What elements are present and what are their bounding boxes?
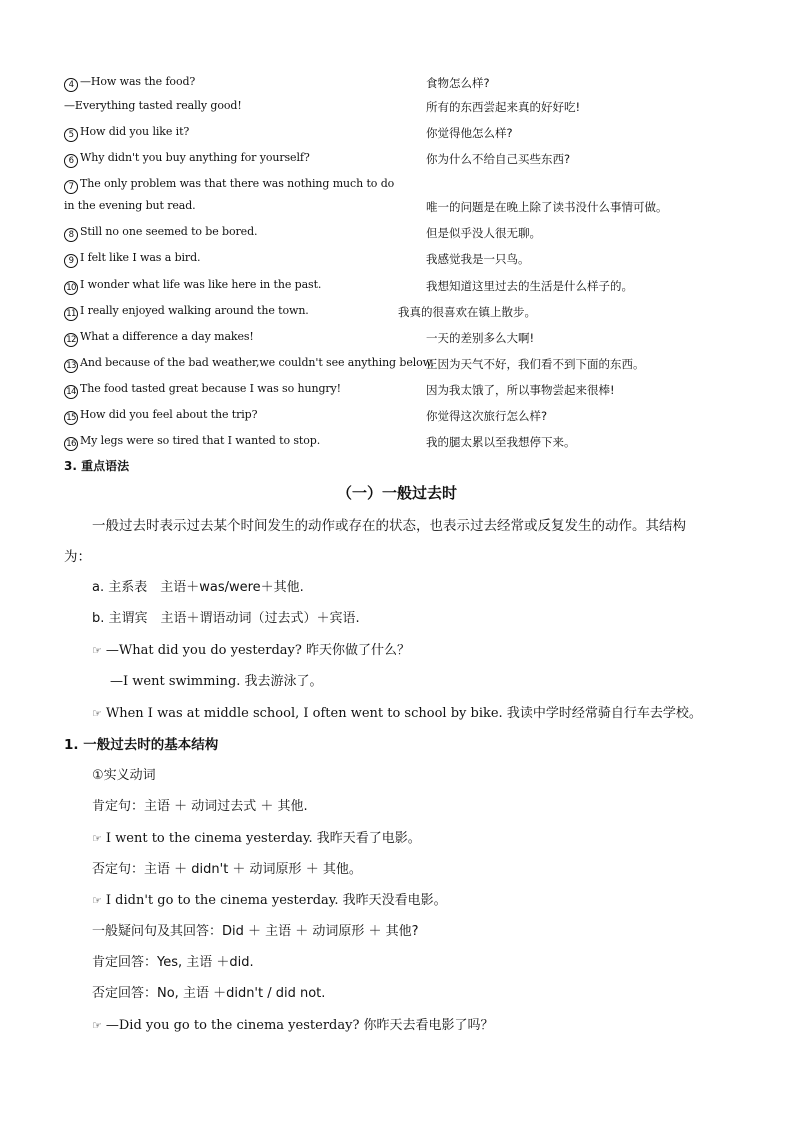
sentence-english: [64, 330, 254, 347]
sentence-english-text: —Everything tasted really good!: [64, 99, 242, 112]
sentence-number-badge: 12: [64, 333, 78, 347]
sentence-row: [0, 378, 794, 402]
sentence-english: [64, 408, 257, 425]
verb-type-label: ①实义动词: [92, 768, 156, 783]
sentence-number-badge: 10: [64, 281, 78, 295]
sentence-english: [64, 199, 196, 212]
sentence-number-badge: 16: [64, 437, 78, 451]
sentence-number-badge: 6: [64, 154, 78, 168]
sentence-number-badge: 7: [64, 180, 78, 194]
sentence-english-text: I felt like I was a bird.: [80, 251, 201, 264]
sentence-chinese: 一天的差别多么大啊!: [426, 331, 535, 345]
sentence-english: [64, 434, 320, 451]
sentence-english-text: Still no one seemed to be bored.: [80, 225, 258, 238]
sentence-english: [64, 151, 310, 168]
sentence-chinese: 我感觉我是一只鸟。: [426, 252, 530, 266]
pattern-b: b. 主谓宾 主语＋谓语动词（过去式）＋宾语.: [92, 611, 360, 626]
sentence-english-text: And because of the bad weather,we couldn't see anything below.: [80, 356, 435, 369]
sentence-chinese: 但是似乎没人很无聊。: [426, 226, 541, 240]
intro-line-1: 一般过去时表示过去某个时间发生的动作或存在的状态，也表示过去经常或反复发生的动作。其结构: [92, 518, 686, 534]
sentence-row: [0, 300, 794, 324]
sentence-number-badge: 13: [64, 359, 78, 373]
example-4: [92, 889, 447, 908]
sentence-english: [64, 278, 321, 295]
sentence-chinese: 你觉得这次旅行怎么样?: [426, 409, 548, 423]
sentence-english: [64, 356, 434, 373]
sentence-number-badge: 4: [64, 78, 78, 92]
sentence-english-text: The only problem was that there was nothing much to do: [80, 177, 395, 190]
sentence-chinese: 食物怎么样?: [426, 76, 490, 90]
pattern-a: a. 主系表 主语＋was/were＋其他.: [92, 580, 304, 595]
affirmative-structure: 肯定句：主语 ＋ 动词过去式 ＋ 其他.: [92, 799, 308, 814]
sentence-english-text: I really enjoyed walking around the town.: [80, 304, 309, 317]
sentence-row: [0, 404, 794, 428]
sentence-english-text: —How was the food?: [80, 75, 196, 88]
grammar-title: （一）一般过去时: [336, 484, 457, 502]
sentence-row: [0, 326, 794, 350]
example-4-text: I didn't go to the cinema yesterday. 我昨天没看电影。: [105, 893, 447, 908]
sentence-number-badge: 8: [64, 228, 78, 242]
sentence-english-text: My legs were so tired that I wanted to stop.: [80, 434, 321, 447]
sentence-number-badge: 11: [64, 307, 78, 321]
subsection-title: 1. 一般过去时的基本结构: [64, 737, 219, 753]
sentence-english-text: in the evening but read.: [64, 199, 196, 212]
sentence-row: [0, 95, 794, 119]
sentence-english: [64, 382, 341, 399]
example-5: [92, 1014, 494, 1033]
sentence-row: [0, 221, 794, 245]
sentence-english: [64, 75, 195, 92]
pointing-hand-icon: ☞: [92, 894, 102, 907]
sentence-row: [0, 173, 794, 197]
example-5-text: —Did you go to the cinema yesterday? 你昨天去看电影了吗？: [105, 1018, 494, 1033]
example-3: [92, 827, 421, 846]
example-1-question: [92, 639, 410, 658]
sentence-english: [64, 251, 200, 268]
sentence-row: [0, 147, 794, 171]
sentence-number-badge: 9: [64, 254, 78, 268]
intro-line-2: 为：: [64, 549, 91, 565]
sentence-chinese: 我真的很喜欢在镇上散步。: [398, 305, 536, 319]
sentence-row: [0, 352, 794, 376]
section-label: 3. 重点语法: [64, 459, 130, 473]
sentence-row: [0, 71, 794, 95]
example-2-text: When I was at middle school, I often went to school by bike. 我读中学时经常骑自行车去学校。: [105, 706, 702, 721]
sentence-english: [64, 304, 309, 321]
sentence-english-text: How did you feel about the trip?: [80, 408, 258, 421]
sentence-row: [0, 195, 794, 219]
question-structure: 一般疑问句及其回答：Did ＋ 主语 ＋ 动词原形 ＋ 其他?: [92, 924, 419, 939]
sentence-chinese: 因为我太饿了，所以事物尝起来很棒!: [426, 383, 615, 397]
sentence-row: [0, 274, 794, 298]
sentence-english-text: I wonder what life was like here in the past.: [80, 278, 322, 291]
sentence-english-text: Why didn't you buy anything for yourself?: [80, 151, 310, 164]
sentence-chinese: 唯一的问题是在晚上除了读书没什么事情可做。: [426, 200, 668, 214]
pointing-hand-icon: ☞: [92, 707, 102, 720]
sentence-chinese: 我想知道这里过去的生活是什么样子的。: [426, 279, 633, 293]
pointing-hand-icon: ☞: [92, 832, 102, 845]
sentence-number-badge: 14: [64, 385, 78, 399]
sentence-number-badge: 15: [64, 411, 78, 425]
sentence-row: [0, 121, 794, 145]
sentence-english-text: What a difference a day makes!: [80, 330, 254, 343]
example-2: [92, 702, 702, 721]
yes-answer-structure: 肯定回答：Yes, 主语 ＋did.: [92, 955, 254, 970]
pointing-hand-icon: ☞: [92, 644, 102, 657]
example-3-text: I went to the cinema yesterday. 我昨天看了电影。: [105, 831, 421, 846]
sentence-english: [64, 177, 394, 194]
sentence-english: [64, 125, 189, 142]
sentence-english-text: How did you like it?: [80, 125, 190, 138]
sentence-row: [0, 430, 794, 454]
sentence-chinese: 你为什么不给自己买些东西?: [426, 152, 571, 166]
sentence-english: [64, 225, 257, 242]
no-answer-structure: 否定回答：No, 主语 ＋didn't / did not.: [92, 986, 326, 1001]
sentence-row: [0, 247, 794, 271]
sentence-chinese: 我的腿太累以至我想停下来。: [426, 435, 576, 449]
example-1-question-text: —What did you do yesterday? 昨天你做了什么？: [105, 643, 410, 658]
sentence-number-badge: 5: [64, 128, 78, 142]
sentence-english-text: The food tasted great because I was so hungry!: [80, 382, 341, 395]
sentence-english: [64, 99, 242, 112]
sentence-chinese: 你觉得他怎么样?: [426, 126, 513, 140]
sentence-chinese: 所有的东西尝起来真的好好吃!: [426, 100, 581, 114]
pointing-hand-icon: ☞: [92, 1019, 102, 1032]
sentence-chinese: 正因为天气不好，我们看不到下面的东西。: [426, 357, 645, 371]
negative-structure: 否定句：主语 ＋ didn't ＋ 动词原形 ＋ 其他。: [92, 862, 362, 877]
example-1-answer: —I went swimming. 我去游泳了。: [110, 674, 323, 689]
